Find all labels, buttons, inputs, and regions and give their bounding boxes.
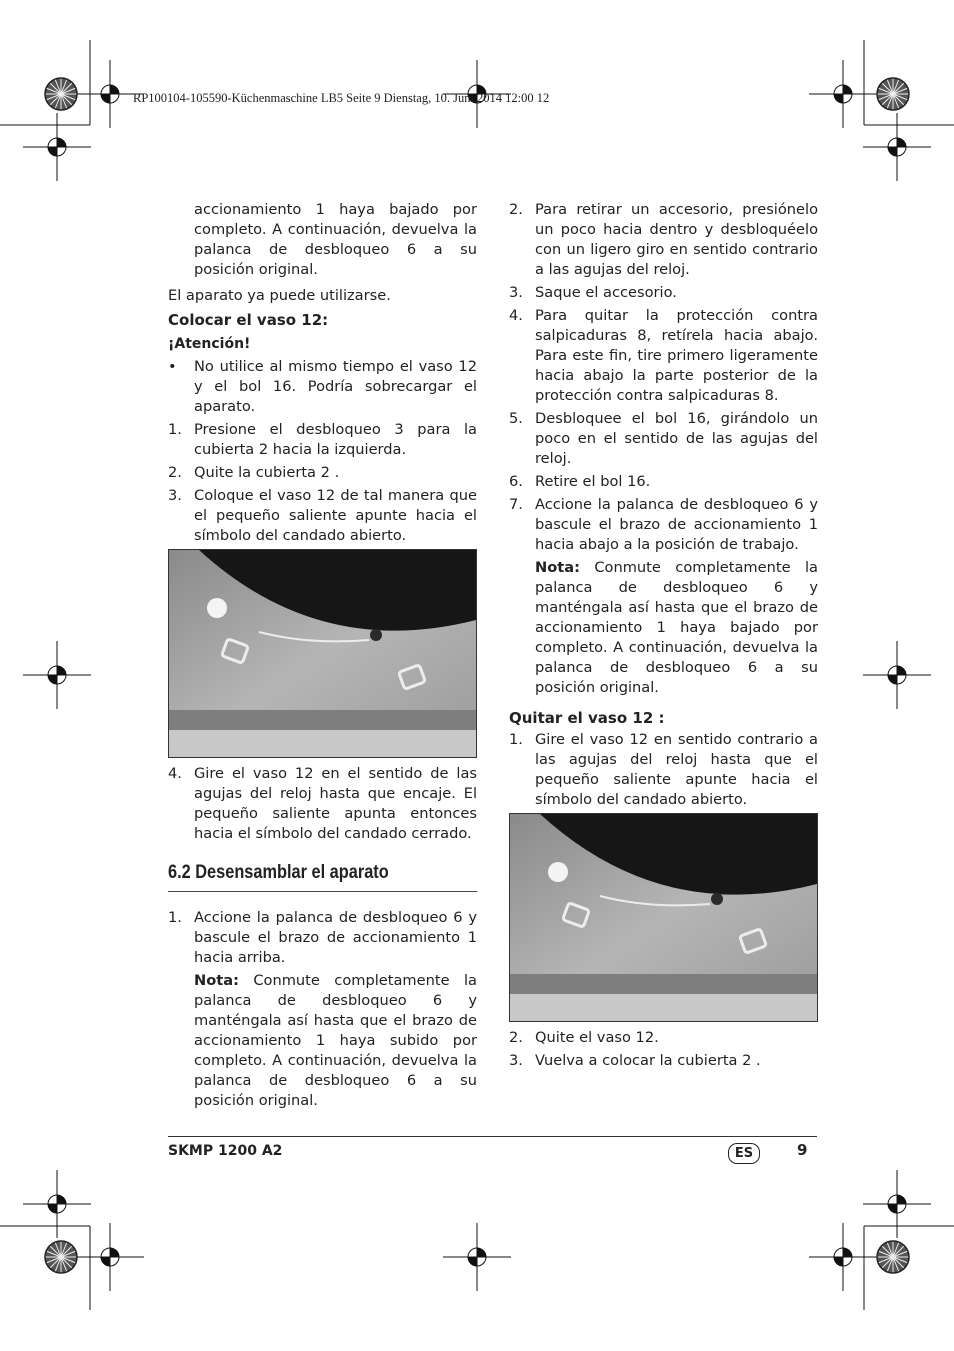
step-number: 7. bbox=[509, 496, 523, 513]
bullet-mark: • bbox=[168, 358, 177, 375]
step-text: Accione la palanca de desbloqueo 6 y bascule el brazo de accionamiento 1 hacia abajo a la posición de trabajo. bbox=[535, 496, 818, 553]
step-number: 5. bbox=[509, 410, 523, 427]
step-text: Desbloquee el bol 16, girándolo un poco en el sentido de las agujas del reloj. bbox=[535, 410, 818, 467]
step-number: 6. bbox=[509, 473, 523, 490]
step-text: Retire el bol 16. bbox=[535, 473, 651, 490]
list-item bbox=[168, 764, 477, 844]
step-number: 2. bbox=[509, 201, 523, 218]
section-divider bbox=[168, 891, 477, 892]
footer-model: SKMP 1200 A2 bbox=[168, 1143, 283, 1159]
list-item bbox=[509, 1028, 818, 1048]
heading-quitar-vaso: Quitar el vaso 12 : bbox=[509, 709, 665, 727]
step-number: 4. bbox=[509, 307, 523, 324]
step-number: 1. bbox=[168, 909, 182, 926]
note-text: Conmute completamente la palanca de desbloqueo 6 y manténgala así hasta que el brazo de accionamiento 1 haya subido por completo. A continuación, devuelva la palanca de desbloqueo 6 a su posición original. bbox=[194, 972, 478, 1109]
step-number: 1. bbox=[509, 731, 523, 748]
note-label: Nota: bbox=[194, 972, 239, 989]
language-badge: ES bbox=[728, 1143, 760, 1164]
list-item bbox=[509, 495, 818, 555]
continued-paragraph: accionamiento 1 haya bajado por completo. A continuación, devuelva la palanca de desbloqueo 6 a su posición original. bbox=[194, 201, 477, 278]
step-text: Quite el vaso 12. bbox=[535, 1029, 659, 1046]
list-item bbox=[509, 200, 818, 280]
step-text: Para quitar la protección contra salpicaduras 8, retírela hacia abajo. Para este fin, tire primero ligeramente hacia abajo la parte posterior de la protección contra salpicaduras 8. bbox=[535, 307, 818, 404]
step-text: Saque el accesorio. bbox=[535, 284, 677, 301]
step-number: 2. bbox=[509, 1029, 523, 1046]
note-paragraph bbox=[509, 558, 818, 698]
step-text: Gire el vaso 12 en sentido contrario a las agujas del reloj hasta que el pequeño saliente apunte hacia el símbolo del candado abierto. bbox=[535, 731, 818, 808]
step-text: Vuelva a colocar la cubierta 2 . bbox=[535, 1052, 761, 1069]
left-column bbox=[168, 200, 477, 1111]
section-title: 6.2 Desensamblar el aparato bbox=[168, 862, 389, 883]
note-text: Conmute completamente la palanca de desbloqueo 6 y manténgala así hasta que el brazo de accionamiento 1 haya bajado por completo. A continuación, devuelva la palanca de desbloqueo 6 a su posición original. bbox=[535, 559, 819, 696]
page-number: 9 bbox=[797, 1141, 808, 1159]
list-item bbox=[509, 472, 818, 492]
heading-colocar-vaso: Colocar el vaso 12: bbox=[168, 311, 329, 329]
photo-bowl-remove bbox=[509, 813, 818, 1022]
list-item bbox=[168, 908, 477, 968]
list-item bbox=[509, 306, 818, 406]
step-text: Presione el desbloqueo 3 para la cubierta 2 hacia la izquierda. bbox=[194, 421, 477, 458]
note-label: Nota: bbox=[535, 559, 580, 576]
step-number: 3. bbox=[509, 284, 523, 301]
list-item bbox=[168, 420, 477, 460]
step-number: 1. bbox=[168, 421, 182, 438]
attention-label: ¡Atención! bbox=[168, 336, 251, 352]
step-text: Accione la palanca de desbloqueo 6 y bascule el brazo de accionamiento 1 hacia arriba. bbox=[194, 909, 477, 966]
list-item bbox=[509, 409, 818, 469]
right-column bbox=[509, 200, 818, 1074]
list-item bbox=[509, 1051, 818, 1071]
step-number: 4. bbox=[168, 765, 182, 782]
step-number: 3. bbox=[509, 1052, 523, 1069]
list-item bbox=[168, 486, 477, 546]
step-text: Para retirar un accesorio, presiónelo un poco hacia dentro y desbloquéelo con un ligero giro en sentido contrario a las agujas del reloj. bbox=[535, 201, 818, 278]
step-text: Quite la cubierta 2 . bbox=[194, 464, 340, 481]
warning-bullet bbox=[168, 357, 477, 417]
step-text: Coloque el vaso 12 de tal manera que el pequeño saliente apunte hacia el símbolo del candado abierto. bbox=[194, 487, 477, 544]
ready-text: El aparato ya puede utilizarse. bbox=[168, 287, 391, 304]
print-header: RP100104-105590-Küchenmaschine LB5 Seite 9 Dienstag, 10. Juni 2014 12:00 12 bbox=[133, 91, 550, 105]
step-text: Gire el vaso 12 en el sentido de las agujas del reloj hasta que encaje. El pequeño saliente apunta entonces hacia el símbolo del candado cerrado. bbox=[194, 765, 477, 842]
step-number: 2. bbox=[168, 464, 182, 481]
step-number: 3. bbox=[168, 487, 182, 504]
list-item bbox=[509, 283, 818, 303]
list-item bbox=[168, 463, 477, 483]
note-paragraph bbox=[168, 971, 477, 1111]
photo-bowl-open-lock bbox=[168, 549, 477, 758]
footer-divider bbox=[168, 1136, 817, 1137]
list-item bbox=[509, 730, 818, 810]
bullet-text: No utilice al mismo tiempo el vaso 12 y el bol 16. Podría sobrecargar el aparato. bbox=[194, 358, 477, 415]
